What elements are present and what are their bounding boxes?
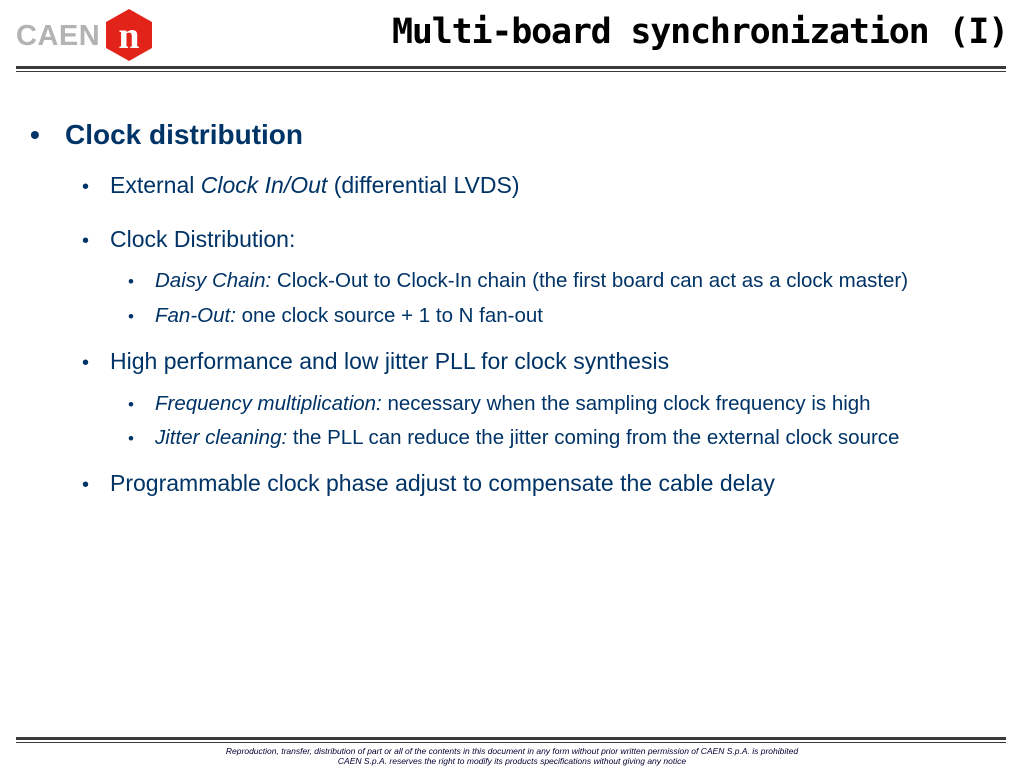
- footer-rule-thick: [16, 737, 1006, 740]
- bullet-text: necessary when the sampling clock frequency is high: [381, 392, 871, 415]
- bullet-text: Clock distribution: [65, 119, 303, 150]
- bullet-phase-adjust: [82, 470, 775, 497]
- bullet-text: Programmable clock phase adjust to compensate the cable delay: [110, 470, 775, 496]
- bullet-italic: Daisy Chain:: [155, 269, 272, 292]
- logo-text: CAEN: [16, 19, 101, 52]
- bullet-marker: •: [82, 352, 90, 374]
- page-title: Multi-board synchronization (I): [391, 12, 1008, 52]
- title-rule-thin: [16, 71, 1006, 72]
- bullet-italic: Jitter cleaning:: [155, 426, 288, 449]
- bullet-clock-distribution: [30, 119, 303, 151]
- bullet-italic: Clock In/Out: [200, 172, 328, 198]
- bullet-fan-out: [128, 304, 543, 328]
- bullet-text: the PLL can reduce the jitter coming from the external clock source: [287, 426, 900, 449]
- logo-hexagon-icon: [104, 8, 154, 62]
- bullet-marker: •: [82, 230, 90, 252]
- footer-notice: CAEN S.p.A. reserves the right to modify its products specifications without giving any notice: [337, 756, 687, 766]
- footer-copyright: Reproduction, transfer, distribution of part or all of the contents in this document in any form without prior written permission of CAEN S.p.A. is prohibited: [225, 746, 799, 756]
- bullet-prefix: External: [110, 172, 201, 198]
- bullet-italic: Fan-Out:: [155, 304, 236, 327]
- bullet-external-clock: [82, 172, 520, 199]
- bullet-marker: •: [128, 429, 134, 448]
- bullet-marker: •: [128, 272, 134, 291]
- caen-logo: [16, 8, 154, 62]
- bullet-marker: •: [128, 307, 134, 326]
- bullet-marker: •: [82, 474, 90, 496]
- bullet-text: Clock-Out to Clock-In chain (the first board can act as a clock master): [271, 269, 909, 292]
- title-rule-thick: [16, 66, 1006, 69]
- bullet-italic: Frequency multiplication:: [155, 392, 382, 415]
- bullet-marker: •: [30, 119, 40, 150]
- bullet-suffix: (differential LVDS): [327, 172, 520, 198]
- bullet-jitter-cleaning: [128, 426, 899, 450]
- bullet-pll: [82, 348, 669, 375]
- logo-mark: n: [118, 15, 140, 57]
- bullet-text: High performance and low jitter PLL for clock synthesis: [110, 348, 670, 374]
- bullet-clock-distribution-sub: [82, 226, 295, 253]
- bullet-marker: •: [128, 395, 134, 414]
- bullet-text: one clock source + 1 to N fan-out: [235, 304, 543, 327]
- bullet-daisy-chain: [128, 269, 908, 293]
- footer-rule-thin: [16, 742, 1006, 743]
- bullet-text: Clock Distribution:: [110, 226, 296, 252]
- bullet-frequency-multiplication: [128, 392, 871, 416]
- bullet-marker: •: [82, 176, 90, 198]
